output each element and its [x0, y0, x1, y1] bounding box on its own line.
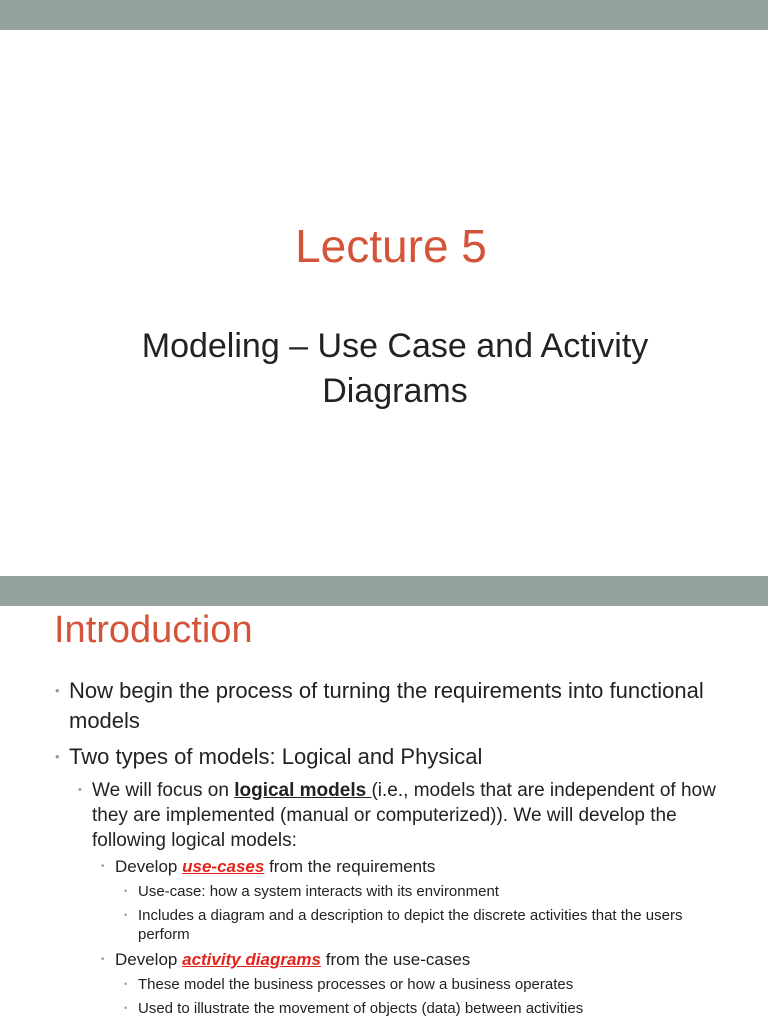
bullet-dot-icon: •: [124, 1003, 128, 1013]
sub-bullet-item: [0, 975, 768, 994]
bullet-dot-icon: •: [55, 749, 60, 764]
bullet-dot-icon: •: [124, 910, 128, 920]
bullet-dot-icon: •: [55, 683, 60, 698]
sub-bullet-item: [0, 882, 768, 901]
bullet-text: Develop: [115, 950, 183, 969]
sub-bullet-item: [0, 949, 768, 971]
bullet-dot-icon: •: [101, 861, 105, 872]
bullet-text: from the requirements: [264, 857, 436, 876]
key-term-activity-diagrams: activity diagrams: [182, 950, 322, 969]
bullet-text: Use-case: how a system interacts with its environment: [138, 883, 499, 900]
bullet-text: from the use-cases: [321, 950, 471, 969]
slide-subtitle: Modeling – Use Case and Activity Diagrams: [141, 327, 649, 410]
sub-bullet-item: [0, 999, 768, 1018]
bullet-text: (i.e., models that are independent of how they are implemented (manual or computerized)). We will develop the following logical models:: [92, 780, 716, 851]
slide-header-bar: [0, 0, 768, 30]
bullet-dot-icon: •: [101, 954, 105, 965]
bullet-text: Now begin the process of turning the requirements into functional models: [69, 678, 704, 733]
bullet-dot-icon: •: [78, 784, 82, 796]
bullet-text: Develop: [115, 857, 183, 876]
bullet-item: [0, 742, 768, 772]
key-term-use-cases: use-cases: [182, 857, 265, 876]
bullet-item: [0, 676, 768, 736]
sub-bullet-item: [0, 856, 768, 878]
bullet-text: Two types of models: Logical and Physical: [69, 744, 483, 769]
slide-title: Lecture 5: [295, 220, 487, 272]
key-term-logical-models: logical models: [234, 780, 372, 801]
bullet-text: Used to illustrate the movement of objects (data) between activities: [138, 1000, 584, 1017]
bullet-dot-icon: •: [124, 886, 128, 896]
bullet-text: We will focus on: [92, 780, 235, 801]
sub-bullet-item: [0, 906, 768, 944]
bullet-text: Includes a diagram and a description to depict the discrete activities that the users perform: [138, 907, 683, 943]
bullet-dot-icon: •: [124, 979, 128, 989]
bullet-text: These model the business processes or how a business operates: [138, 976, 574, 993]
sub-bullet-item: [0, 778, 768, 853]
slide-header-bar: [0, 576, 768, 606]
slide-title: Introduction: [54, 609, 253, 651]
introduction-slide: [0, 576, 768, 1024]
bullet-list: [0, 676, 768, 1023]
